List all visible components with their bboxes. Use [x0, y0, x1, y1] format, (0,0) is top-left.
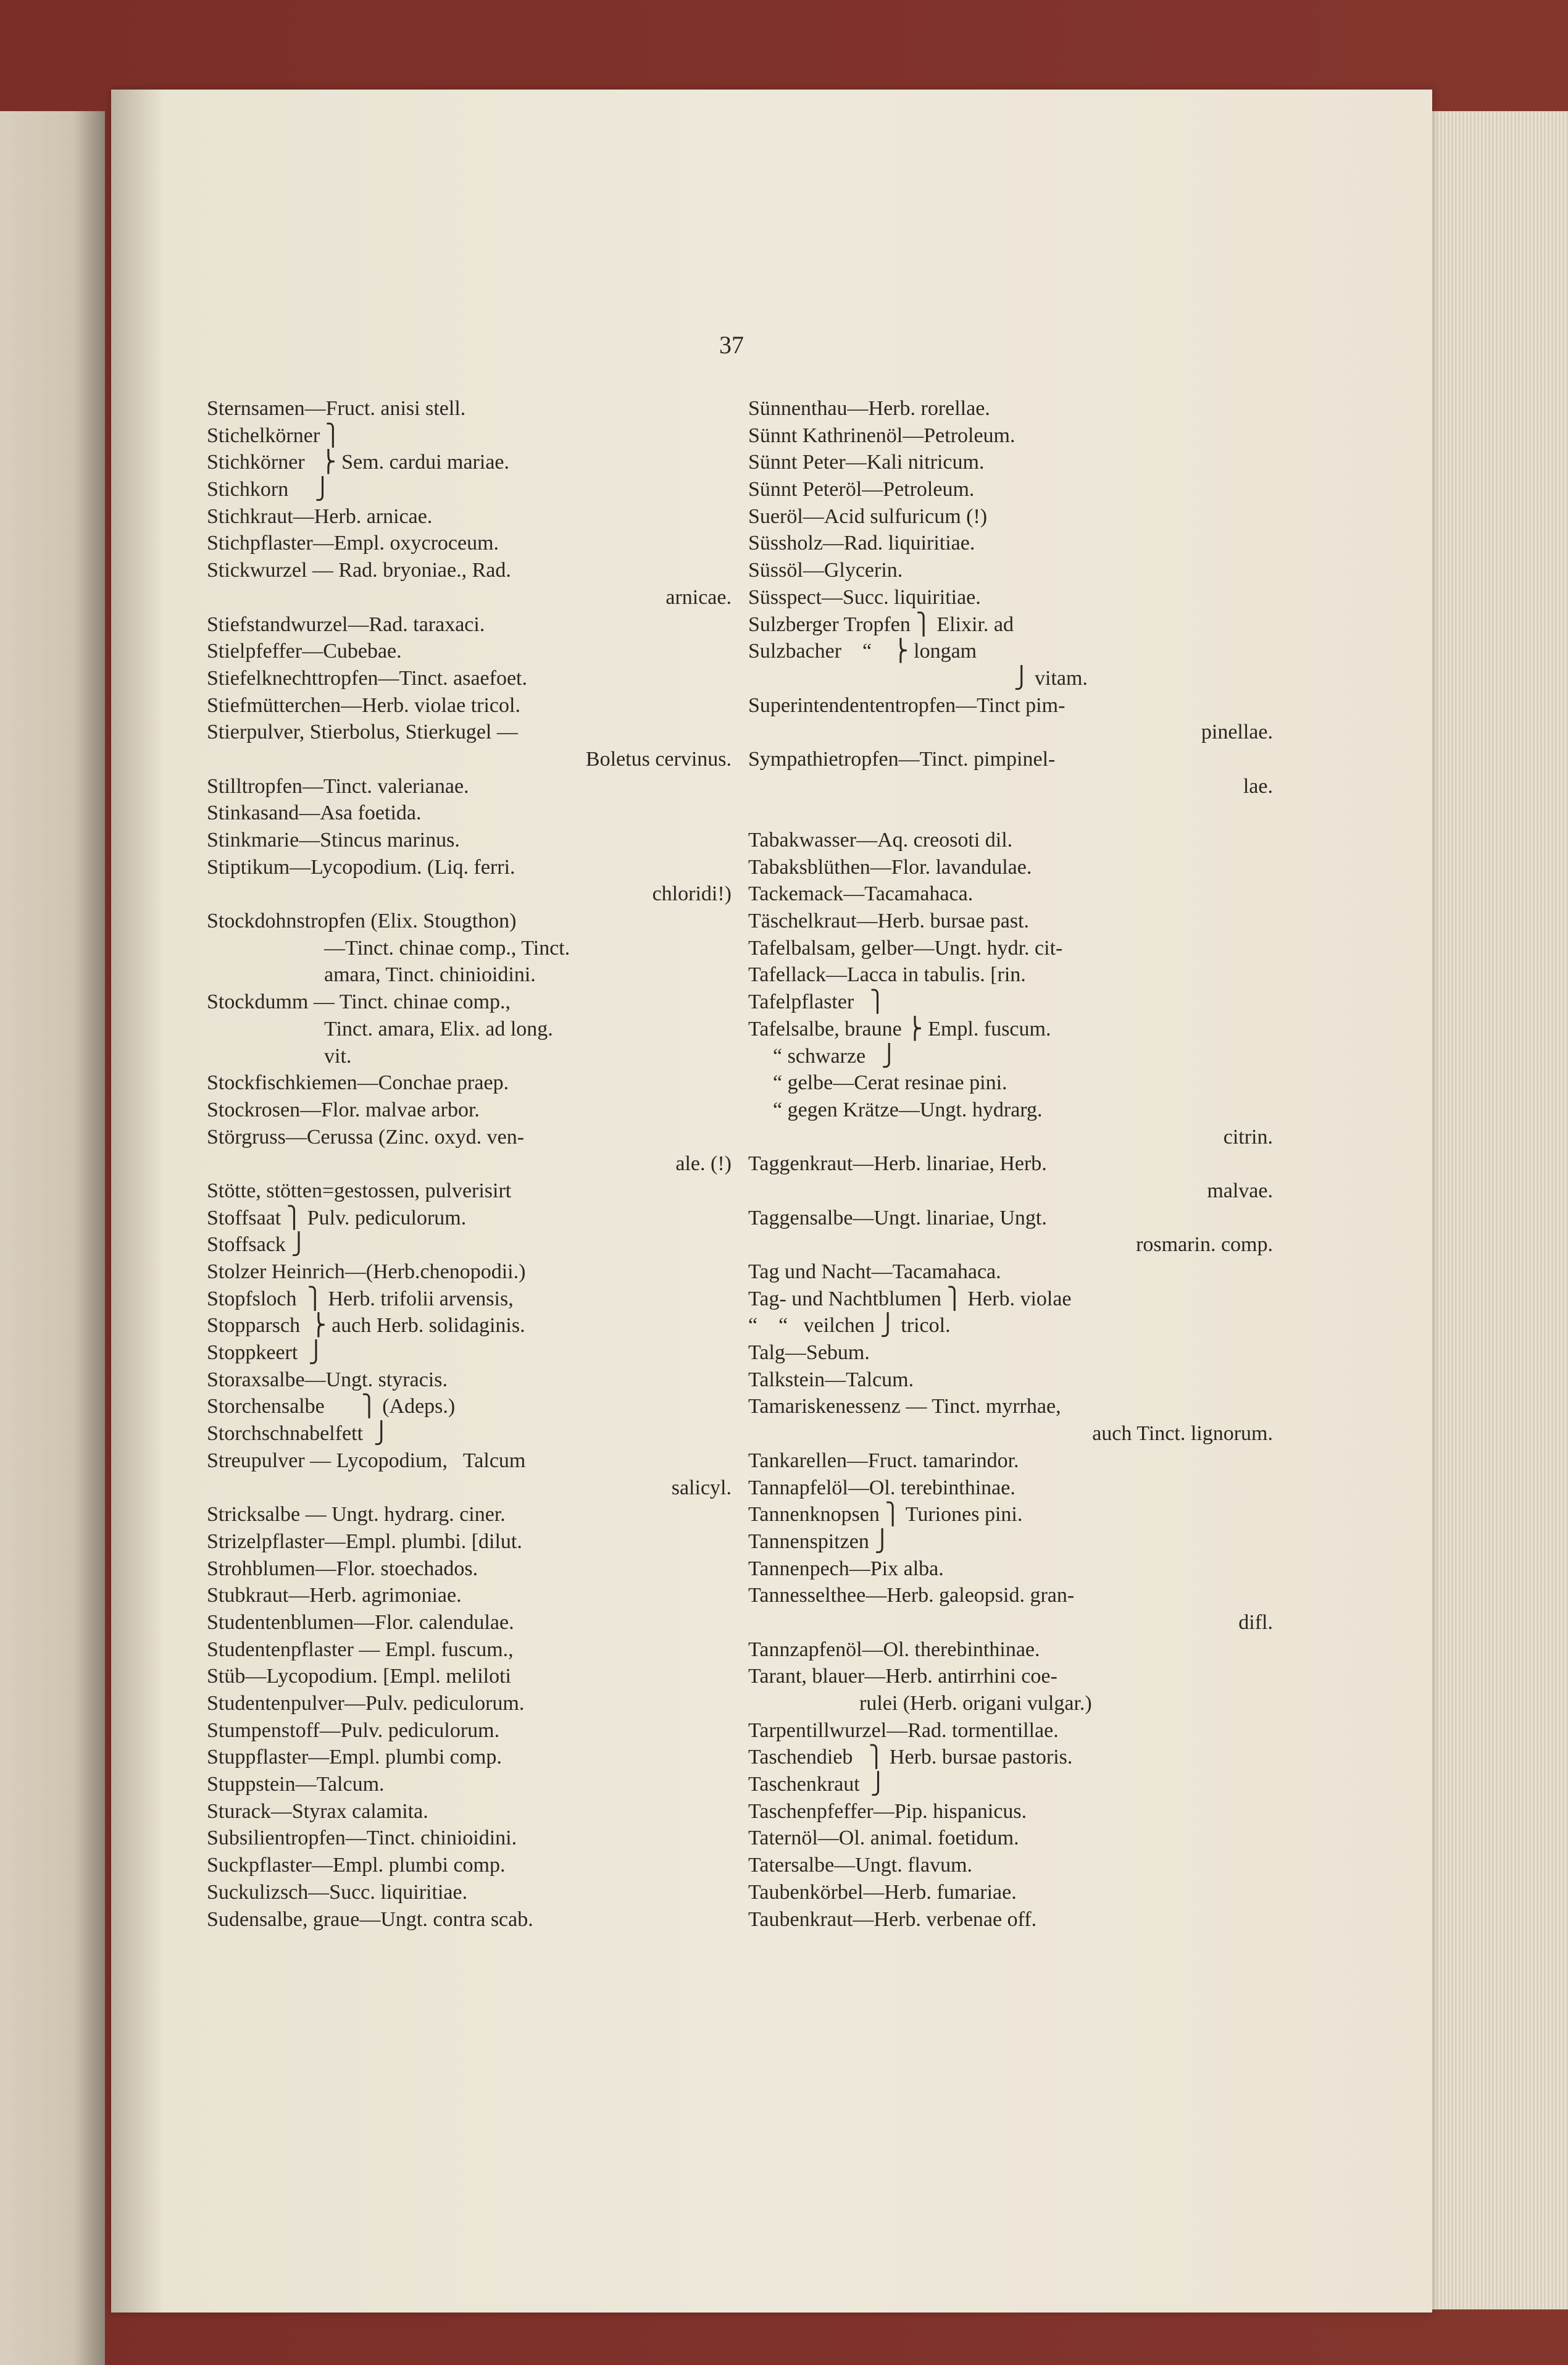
entry-line: Tafellack—Lacca in tabulis. [rin. — [748, 963, 1026, 987]
entry-line: Sünnt Kathrinenöl—Petroleum. — [748, 424, 1015, 447]
page-stack-edge — [1420, 111, 1568, 2309]
entry-line: Sünnt Peter—Kali nitricum. — [748, 451, 985, 474]
entry-line: “ “ veilchen ⎭ tricol. — [748, 1314, 951, 1337]
entry-line: Stopfsloch ⎫ Herb. trifolii arvensis, — [207, 1287, 514, 1310]
entry-line: malvae. — [1207, 1179, 1273, 1202]
entry-line: Tannapfelöl—Ol. terebinthinae. — [748, 1476, 1015, 1499]
entry-line: Süsspect—Succ. liquiritiae. — [748, 585, 981, 609]
entry-line: Stielpfeffer—Cubebae. — [207, 640, 402, 663]
entry-line: difl. — [1238, 1610, 1273, 1634]
entry-line: Subsilientropfen—Tinct. chinioidini. — [207, 1827, 517, 1850]
entry-line: Stüb—Lycopodium. [Empl. meliloti — [207, 1665, 511, 1688]
entry-line: Stichkorn ⎭ — [207, 478, 331, 501]
entry-line: Stichpflaster—Empl. oxycroceum. — [207, 532, 499, 555]
entry-line: Studentenblumen—Flor. calendulae. — [207, 1610, 514, 1634]
entry-line — [748, 800, 1273, 827]
entry-line: Taggensalbe—Ungt. linariae, Ungt. — [748, 1206, 1047, 1229]
entry-line: pinellae. — [1201, 721, 1273, 744]
entry-line: Tankarellen—Fruct. tamarindor. — [748, 1449, 1019, 1472]
entry-line: Suckpflaster—Empl. plumbi comp. — [207, 1854, 506, 1877]
left-column — [207, 395, 732, 1933]
entry-line: Sympathietropfen—Tinct. pimpinel- — [748, 747, 1056, 771]
entry-line: Storaxsalbe—Ungt. styracis. — [207, 1368, 448, 1391]
entry-line: Tag- und Nachtblumen ⎫ Herb. violae — [748, 1287, 1072, 1310]
entry-line: Tarant, blauer—Herb. antirrhini coe- — [748, 1665, 1057, 1688]
entry-line: Tafelbalsam, gelber—Ungt. hydr. cit- — [748, 936, 1063, 960]
entry-line: Sturack—Styrax calamita. — [207, 1799, 428, 1823]
entry-line: Stolzer Heinrich—(Herb.chenopodii.) — [207, 1260, 526, 1283]
entry-line: Stockdohnstropfen (Elix. Stougthon) — [207, 910, 517, 933]
entry-line: salicyl. — [671, 1476, 732, 1499]
entry-line: Stickwurzel — Rad. bryoniae., Rad. — [207, 559, 511, 582]
entry-line: “ gelbe—Cerat resinae pini. — [773, 1071, 1007, 1095]
entry-line: Stoffsack ⎭ — [207, 1233, 307, 1257]
entry-line: Tannenpech—Pix alba. — [748, 1557, 944, 1580]
entry-line: Stockdumm — Tinct. chinae comp., — [207, 990, 511, 1014]
entry-line: Sulzbacher “ ⎬ longam — [748, 640, 977, 663]
entry-line: Stumpenstoff—Pulv. pediculorum. — [207, 1718, 500, 1742]
entry-line: Tackemack—Tacamahaca. — [748, 882, 974, 906]
entry-line: rulei (Herb. origani vulgar.) — [859, 1692, 1092, 1715]
entry-line: Taschenkraut ⎭ — [748, 1773, 886, 1796]
entry-line: Tannenknopsen ⎫ Turiones pini. — [748, 1503, 1023, 1526]
entry-line: Süssholz—Rad. liquiritiae. — [748, 532, 975, 555]
entry-line: Stilltropfen—Tinct. valerianae. — [207, 774, 469, 798]
entry-line: Tabakwasser—Aq. creosoti dil. — [748, 829, 1013, 852]
entry-line: Tannesselthee—Herb. galeopsid. gran- — [748, 1584, 1075, 1607]
entry-line: auch Tinct. lignorum. — [1092, 1422, 1273, 1446]
entry-line: Stubkraut—Herb. agrimoniae. — [207, 1584, 462, 1607]
entry-line: Stichelkörner ⎫ — [207, 424, 341, 447]
entry-line: Taternöl—Ol. animal. foetidum. — [748, 1827, 1019, 1850]
entry-line: Streupulver — Lycopodium, Talcum — [207, 1449, 526, 1472]
entry-line: Süssöl—Glycerin. — [748, 559, 903, 582]
entry-line: “ schwarze ⎭ — [773, 1044, 898, 1068]
entry-line: “ gegen Krätze—Ungt. hydrarg. — [773, 1098, 1043, 1121]
entry-line: Stockrosen—Flor. malvae arbor. — [207, 1098, 480, 1121]
entry-line: Stiefelknechttropfen—Tinct. asaefoet. — [207, 666, 527, 690]
entry-line: Stinkasand—Asa foetida. — [207, 802, 422, 825]
page-number: 37 — [719, 331, 744, 359]
entry-line: Taschenpfeffer—Pip. hispanicus. — [748, 1799, 1027, 1823]
entry-line: Sünnt Peteröl—Petroleum. — [748, 478, 975, 501]
entry-line: Taubenkraut—Herb. verbenae off. — [748, 1907, 1037, 1931]
entry-line: ⎭ vitam. — [1014, 666, 1088, 690]
entry-line: Studentenpflaster — Empl. fuscum., — [207, 1638, 514, 1661]
entry-line: Taubenkörbel—Herb. fumariae. — [748, 1880, 1017, 1904]
entry-line: Tafelsalbe, braune ⎬ Empl. fuscum. — [748, 1017, 1051, 1040]
entry-line: Stricksalbe — Ungt. hydrarg. ciner. — [207, 1503, 506, 1526]
entry-line: Tamariskenessenz — Tinct. myrrhae, — [748, 1395, 1061, 1418]
entry-line: Stinkmarie—Stincus marinus. — [207, 829, 460, 852]
entry-line: Stiefmütterchen—Herb. violae tricol. — [207, 693, 520, 717]
entry-line: Tinct. amara, Elix. ad long. — [324, 1017, 553, 1040]
right-column — [748, 395, 1273, 1933]
entry-line: Taschendieb ⎫ Herb. bursae pastoris. — [748, 1746, 1073, 1769]
entry-line: citrin. — [1223, 1125, 1273, 1149]
entry-line: Superintendententropfen—Tinct pim- — [748, 693, 1065, 717]
entry-line: Talg—Sebum. — [748, 1341, 870, 1365]
entry-line: Tannzapfenöl—Ol. therebinthinae. — [748, 1638, 1040, 1661]
entry-line: Tafelpflaster ⎫ — [748, 990, 886, 1014]
entry-line: Sueröl—Acid sulfuricum (!) — [748, 504, 988, 528]
entry-line: Strizelpflaster—Empl. plumbi. [dilut. — [207, 1530, 522, 1553]
entry-line: Tabaksblüthen—Flor. lavandulae. — [748, 855, 1032, 879]
entry-line: Tag und Nacht—Tacamahaca. — [748, 1260, 1001, 1283]
entry-line: arnicae. — [665, 585, 732, 609]
entry-line: ale. (!) — [675, 1152, 732, 1176]
entry-line: Stoffsaat ⎫ Pulv. pediculorum. — [207, 1206, 467, 1229]
entry-line: —Tinct. chinae comp., Tinct. — [324, 936, 570, 960]
entry-line: Studentenpulver—Pulv. pediculorum. — [207, 1692, 525, 1715]
entry-line: Taggenkraut—Herb. linariae, Herb. — [748, 1152, 1047, 1176]
entry-line: Talkstein—Talcum. — [748, 1368, 914, 1391]
entry-line: Stoppkeert ⎭ — [207, 1341, 324, 1365]
entry-line: Stockfischkiemen—Conchae praep. — [207, 1071, 509, 1095]
entry-line: Sünnenthau—Herb. rorellae. — [748, 397, 990, 420]
entry-line: Stiptikum—Lycopodium. (Liq. ferri. — [207, 855, 515, 879]
entry-line: Sulzberger Tropfen ⎫ Elixir. ad — [748, 613, 1014, 636]
entry-line: Stierpulver, Stierbolus, Stierkugel — — [207, 721, 518, 744]
entry-line: Stuppflaster—Empl. plumbi comp. — [207, 1746, 502, 1769]
entry-line: amara, Tinct. chinioidini. — [324, 963, 536, 987]
entry-line: Störgruss—Cerussa (Zinc. oxyd. ven- — [207, 1125, 525, 1149]
entry-line: Sudensalbe, graue—Ungt. contra scab. — [207, 1907, 533, 1931]
entry-line: rosmarin. comp. — [1136, 1233, 1273, 1257]
entry-line: Tarpentillwurzel—Rad. tormentillae. — [748, 1718, 1059, 1742]
entry-line: Stiefstandwurzel—Rad. taraxaci. — [207, 613, 485, 636]
entry-line: lae. — [1243, 774, 1273, 798]
entry-line: Täschelkraut—Herb. bursae past. — [748, 910, 1030, 933]
entry-line: Stuppstein—Talcum. — [207, 1773, 385, 1796]
entry-line: Suckulizsch—Succ. liquiritiae. — [207, 1880, 468, 1904]
entry-line: Sternsamen—Fruct. anisi stell. — [207, 397, 466, 420]
entry-line: Stopparsch ⎬ auch Herb. solidaginis. — [207, 1314, 525, 1337]
entry-line: Stötte, stötten=gestossen, pulverisirt — [207, 1179, 512, 1202]
entry-line: vit. — [324, 1044, 352, 1068]
facing-page-edge — [0, 111, 105, 2365]
entry-line: Stichkörner ⎬ Sem. cardui mariae. — [207, 451, 510, 474]
entry-line: Storchensalbe ⎫ (Adeps.) — [207, 1395, 456, 1418]
entry-line: Boletus cervinus. — [585, 747, 732, 771]
entry-line: chloridi!) — [652, 882, 732, 906]
entry-line: Storchschnabelfett ⎭ — [207, 1422, 390, 1446]
entry-line: Strohblumen—Flor. stoechados. — [207, 1557, 478, 1580]
entry-line: Stichkraut—Herb. arnicae. — [207, 504, 433, 528]
entry-line: Tannenspitzen ⎭ — [748, 1530, 890, 1553]
entry-line: Tatersalbe—Ungt. flavum. — [748, 1854, 973, 1877]
